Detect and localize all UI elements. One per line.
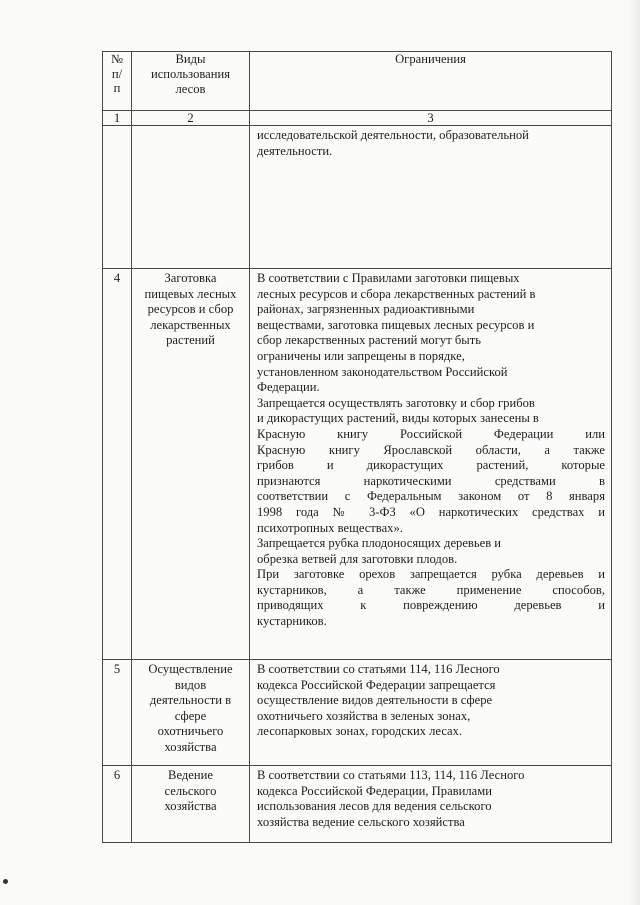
column-number: 2 <box>132 111 250 126</box>
row-kind <box>132 126 250 269</box>
row-kind <box>132 660 250 766</box>
row-kind-line: охотничьего <box>157 724 224 739</box>
restriction-line: веществами, заготовка пищевых лесных ресурсов и <box>257 317 535 332</box>
header-number <box>103 52 132 111</box>
restriction-line: кустарников, а также применение способов, <box>257 582 605 597</box>
column-number-row <box>103 111 612 126</box>
row-kind-line: лекарственных <box>150 317 231 332</box>
row-kind-line: пищевых лесных <box>144 286 237 301</box>
header-kinds-line: лесов <box>175 82 206 96</box>
restriction-paragraph <box>257 768 605 830</box>
restriction-line: В соответствии со статьями 113, 114, 116 Лесного <box>257 768 525 782</box>
restriction-line: психотропных веществах». <box>257 520 403 535</box>
row-kind <box>132 766 250 843</box>
row-kind-line: Ведение <box>168 768 213 782</box>
restriction-line: деятельности. <box>257 143 333 158</box>
row-number: 5 <box>103 660 132 766</box>
row-number: 4 <box>103 269 132 660</box>
restriction-line: соответствии с Федеральным законом от 8 января <box>257 489 605 504</box>
scan-edge-shadow <box>628 0 640 905</box>
row-restrictions <box>250 126 612 269</box>
row-number: 6 <box>103 766 132 843</box>
restriction-line: Запрещается осуществлять заготовку и сбор грибов <box>257 395 535 410</box>
header-number-line: п/ <box>111 66 123 81</box>
restriction-line: В соответствии со статьями 114, 116 Лесного <box>257 662 500 676</box>
restriction-line: установленном законодательством Российской <box>257 364 508 379</box>
restriction-line: Красную книгу Ярославской области, а также <box>257 442 605 457</box>
restriction-line: При заготовке орехов запрещается рубка деревьев и <box>257 567 605 582</box>
row-kind-line: Осуществление <box>148 662 233 676</box>
header-restrictions: Ограничения <box>250 52 612 111</box>
restriction-line: районах, загрязненных радиоактивными <box>257 302 475 317</box>
column-number: 3 <box>250 111 612 126</box>
restriction-paragraph <box>257 396 605 536</box>
restriction-line: лесных ресурсов и сбора лекарственных растений в <box>257 286 536 301</box>
restriction-line: хозяйства ведение сельского хозяйства <box>257 814 465 829</box>
row-kind-line: деятельности в <box>149 693 232 708</box>
row-kind-line: сельского <box>164 783 217 798</box>
table-row <box>103 269 612 660</box>
restriction-line: грибов и дикорастущих растений, которые <box>257 458 605 473</box>
restriction-line: признаются наркотическими средствами в <box>257 473 605 488</box>
restriction-line: кодекса Российской Федерации, Правилами <box>257 783 492 798</box>
restriction-line: 1998 года № 3-ФЗ «О наркотических средствах и <box>257 504 605 519</box>
restriction-paragraph <box>257 662 605 740</box>
restriction-line: лесопарковых зонах, городских лесах. <box>257 724 463 739</box>
row-kind-line: видов <box>174 677 207 692</box>
restriction-line: Запрещается рубка плодоносящих деревьев и <box>257 536 502 551</box>
header-kinds <box>132 52 250 111</box>
header-kinds-line: Виды <box>175 52 206 66</box>
restriction-line: В соответствии с Правилами заготовки пищевых <box>257 271 520 285</box>
row-kind-line: хозяйства <box>164 739 217 754</box>
restriction-line: приводящих к повреждению деревьев и <box>257 598 605 613</box>
restriction-paragraph <box>257 271 605 396</box>
header-number-line: № <box>110 52 124 66</box>
restriction-line: сбор лекарственных растений могут быть <box>257 333 481 348</box>
restrictions-table <box>102 51 612 843</box>
restriction-line: кодекса Российской Федерации запрещается <box>257 677 496 692</box>
restriction-line: Красную книгу Российской Федерации или <box>257 426 605 441</box>
row-restrictions <box>250 269 612 660</box>
restriction-line: кустарников. <box>257 614 327 629</box>
restriction-line: исследовательской деятельности, образовательной <box>257 128 529 142</box>
row-kind-line: сфере <box>174 708 207 723</box>
row-kind <box>132 269 250 660</box>
restriction-line: осуществление видов деятельности в сфере <box>257 693 493 708</box>
restriction-line: ограничены или запрещены в порядке, <box>257 348 465 363</box>
row-kind-line: Заготовка <box>164 271 217 285</box>
restriction-line: использования лесов для ведения сельского <box>257 799 492 814</box>
table-header-row <box>103 52 612 111</box>
table-row <box>103 766 612 843</box>
table-row <box>103 126 612 269</box>
restriction-paragraph <box>257 536 605 567</box>
row-restrictions <box>250 660 612 766</box>
header-kinds-line: использования <box>150 67 231 81</box>
restriction-paragraph <box>257 128 605 159</box>
row-restrictions <box>250 766 612 843</box>
row-kind-line: растений <box>166 333 215 348</box>
row-kind-line: хозяйства <box>164 799 217 814</box>
restriction-paragraph <box>257 567 605 629</box>
restriction-line: обрезка ветвей для заготовки плодов. <box>257 551 458 566</box>
row-number <box>103 126 132 269</box>
row-kind-line: ресурсов и сбор <box>147 302 234 317</box>
restriction-line: Федерации. <box>257 380 320 395</box>
header-number-line: п <box>113 81 121 95</box>
restriction-line: и дикорастущих растений, виды которых занесены в <box>257 411 539 426</box>
column-number: 1 <box>103 111 132 126</box>
restriction-line: охотничьего хозяйства в зеленых зонах, <box>257 708 471 723</box>
table-row <box>103 660 612 766</box>
scan-mark <box>3 879 8 884</box>
